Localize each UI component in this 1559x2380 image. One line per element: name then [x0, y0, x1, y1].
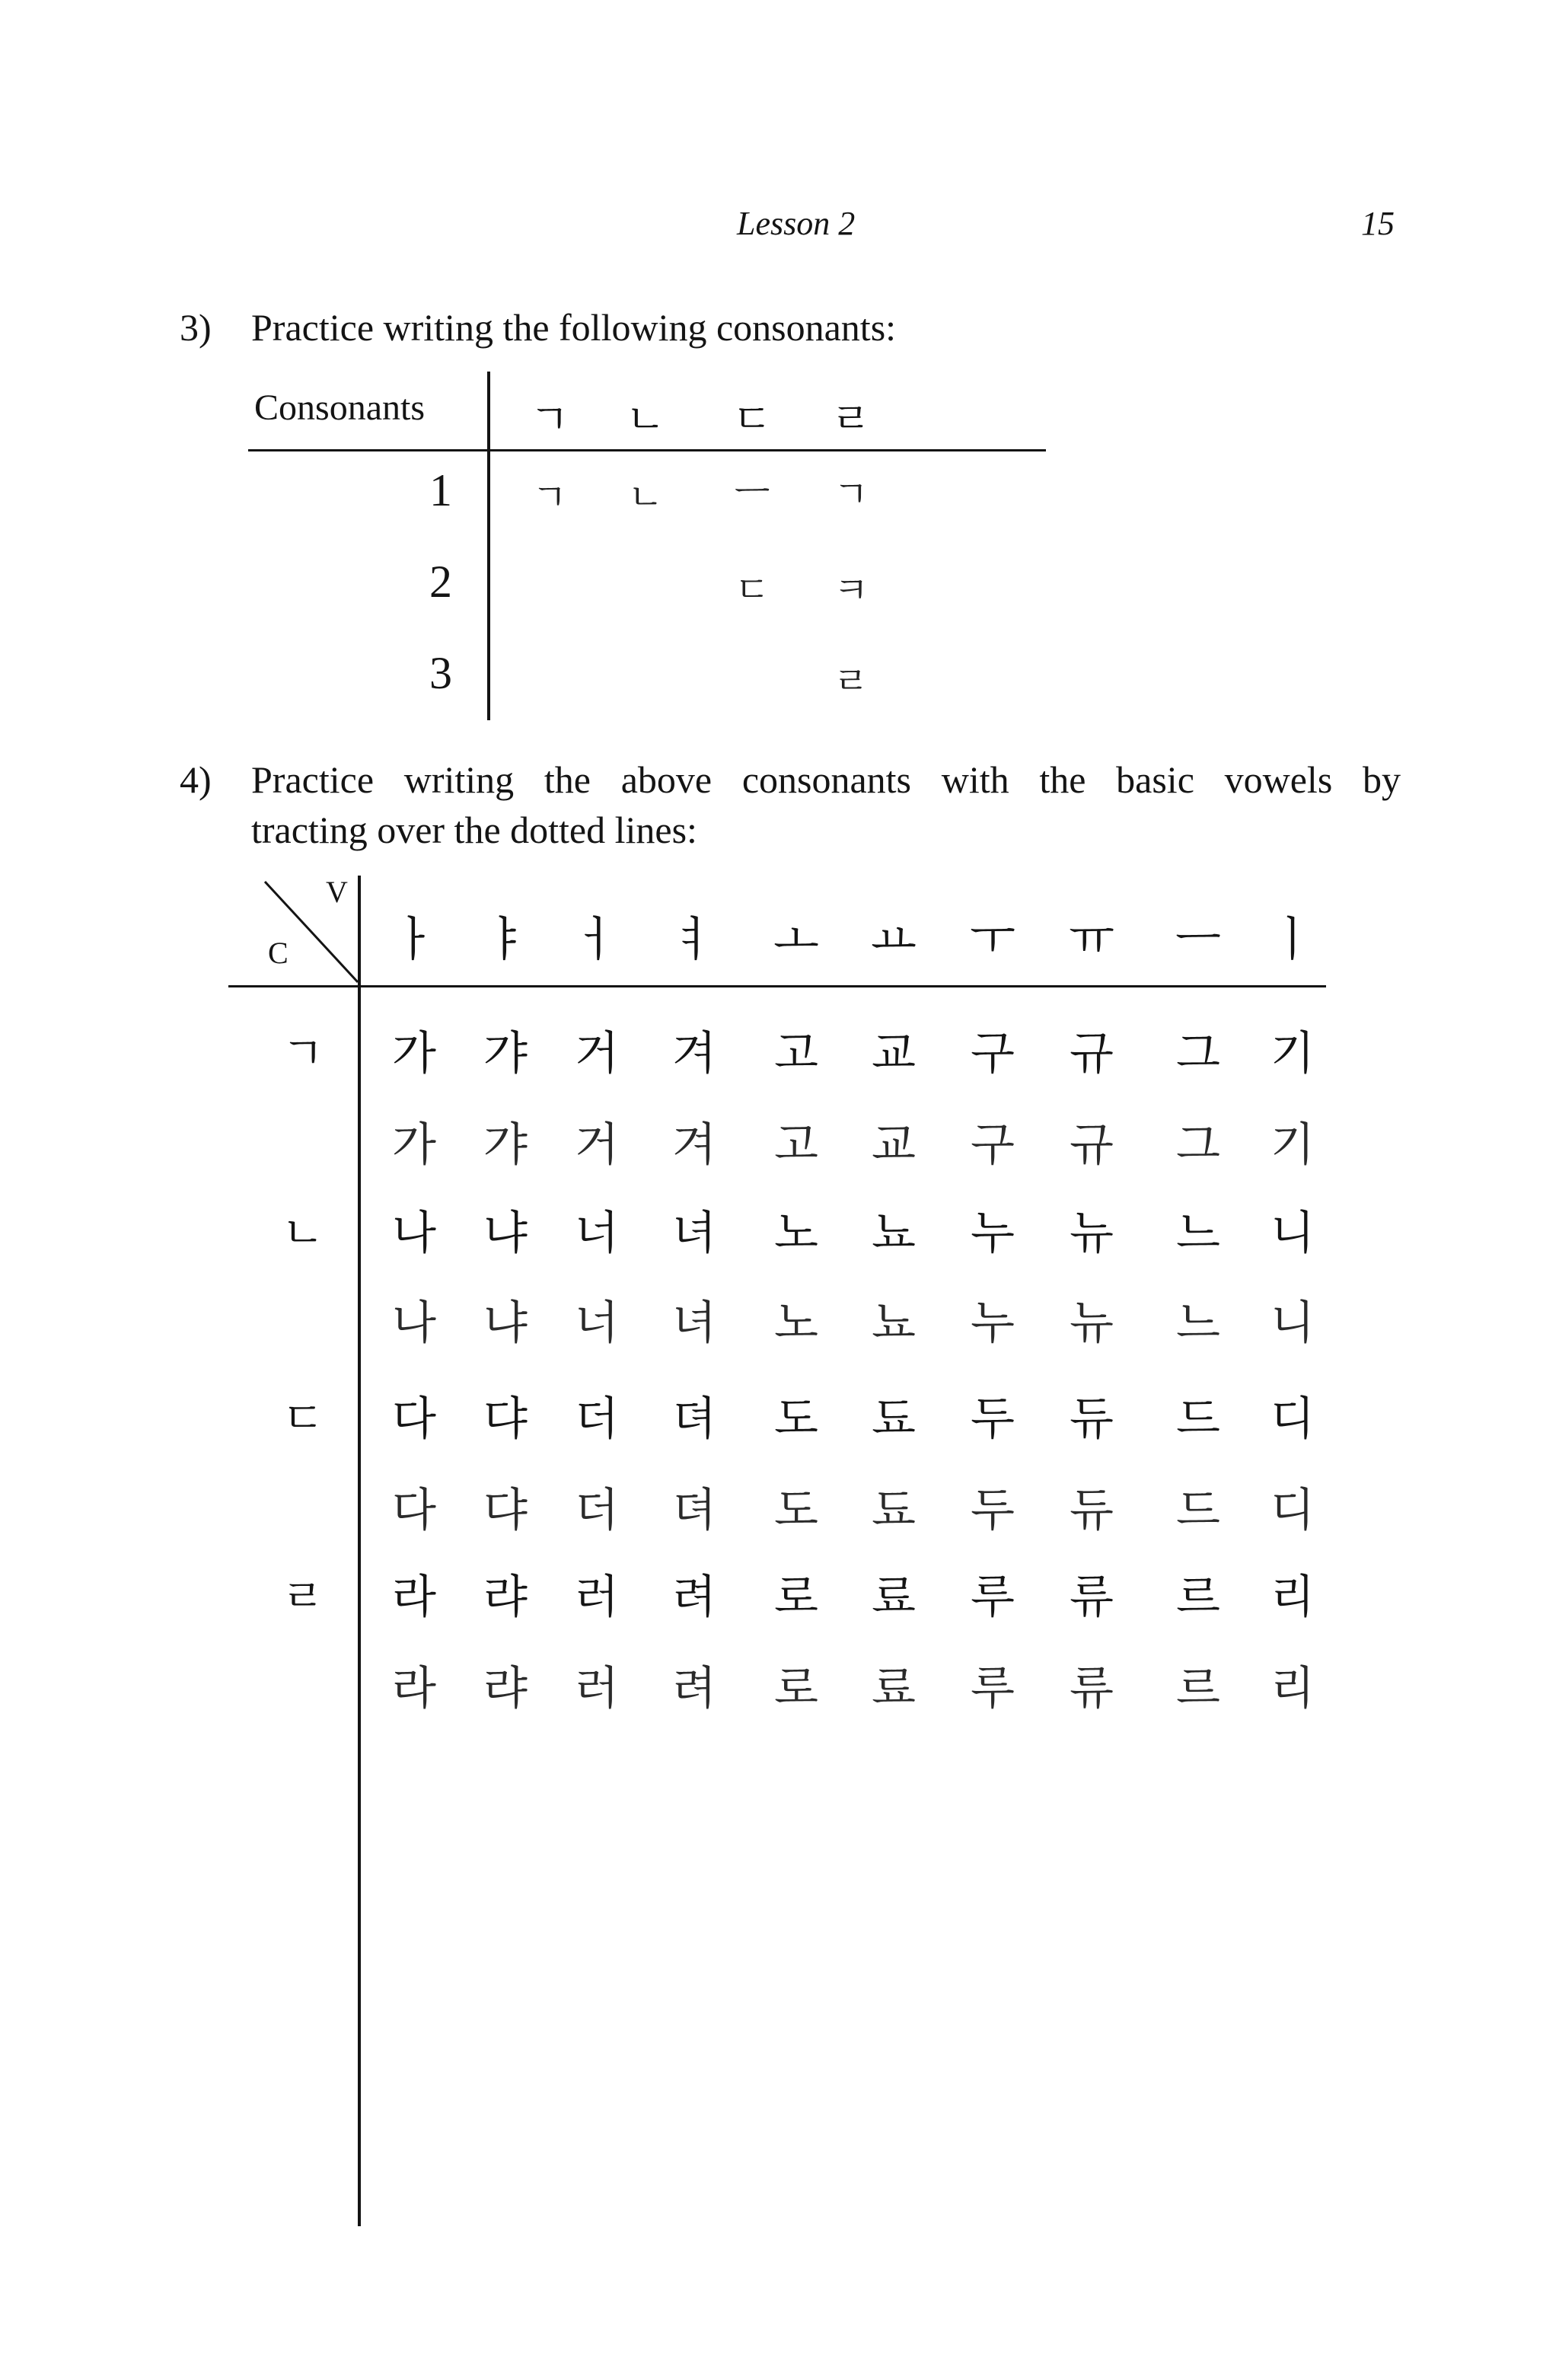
syllable-cell: 듀 [1070, 1393, 1114, 1446]
stroke-digeut-2: ㄷ [734, 569, 770, 611]
consonant-header-digeut: ㄷ [732, 395, 773, 443]
syllable-cell: 로 [774, 1662, 818, 1715]
syllable-cell: 루 [971, 1662, 1015, 1715]
consonant-row-label-1: ㄴ [281, 1207, 325, 1259]
syllable-cell: 누 [971, 1297, 1015, 1350]
syllable-cell: 니 [1270, 1207, 1315, 1260]
stroke-digeut-1: ㅡ [734, 471, 770, 514]
syllable-cell: 러 [575, 1571, 619, 1624]
syllable-cell: 라 [392, 1571, 436, 1624]
section-3-instruction: Practice writing the following consonants: [251, 306, 897, 349]
syllable-cell: 뎌 [672, 1484, 716, 1537]
consonant-row-label-0: ㄱ [281, 1027, 325, 1079]
syllable-cell: 나 [392, 1297, 436, 1350]
section-3-number: 3) [180, 306, 212, 349]
syllable-cell: 냐 [483, 1207, 528, 1260]
vowel-header-4: ㅗ [773, 911, 819, 967]
syllable-cell: 르 [1176, 1662, 1220, 1715]
syllable-cell: 로 [774, 1571, 818, 1624]
syllable-cell: 드 [1176, 1484, 1220, 1537]
syllable-cell: 녀 [672, 1207, 716, 1260]
section-4-number: 4) [180, 758, 212, 801]
consonant-row-label-2: ㄷ [281, 1393, 325, 1444]
syllable-cell: 구 [971, 1118, 1015, 1172]
stroke-giyeok-1: ㄱ [531, 476, 568, 518]
syllable-cell: 류 [1070, 1571, 1114, 1624]
syllable-cell: 러 [575, 1662, 619, 1715]
stroke-rieul-3: ㄹ [833, 660, 869, 703]
syllable-cell: 랴 [483, 1662, 528, 1715]
syllable-cell: 됴 [872, 1484, 916, 1537]
vowel-header-6: ㅜ [970, 911, 1015, 967]
syllable-cell: 노 [774, 1297, 818, 1350]
syllable-cell: 더 [575, 1393, 619, 1446]
syllable-cell: 뎌 [672, 1393, 716, 1446]
syllable-cell: 뉴 [1070, 1207, 1114, 1260]
syllable-cell: 뉴 [1070, 1297, 1114, 1350]
table-divider-horizontal [248, 449, 1046, 451]
corner-vowel-label: V [326, 875, 348, 909]
consonant-header-nieun: ㄴ [625, 395, 666, 443]
syllable-cell: 료 [872, 1571, 916, 1624]
vowel-header-7: ㅠ [1069, 911, 1114, 967]
syllable-cell: 겨 [672, 1027, 716, 1080]
step-label-3: 3 [429, 648, 452, 698]
syllable-cell: 더 [575, 1484, 619, 1537]
syllable-cell: 교 [872, 1027, 916, 1080]
consonant-header-giyeok: ㄱ [529, 395, 570, 443]
consonants-header-label: Consonants [254, 388, 426, 428]
vowel-header-5: ㅛ [871, 911, 917, 967]
syllable-cell: 뇨 [872, 1207, 916, 1260]
syllable-cell: 가 [392, 1027, 436, 1080]
syllable-cell: 나 [392, 1207, 436, 1260]
syllable-cell: 류 [1070, 1662, 1114, 1715]
syllable-cell: 료 [872, 1662, 916, 1715]
step-label-1: 1 [429, 465, 452, 515]
vowel-header-0: ㅏ [391, 911, 437, 967]
syllable-cell: 리 [1270, 1662, 1315, 1715]
vowel-header-8: ㅡ [1175, 911, 1221, 967]
syllable-cell: 댜 [483, 1393, 528, 1446]
vowel-header-9: ㅣ [1270, 911, 1315, 967]
consonant-row-label-3: ㄹ [281, 1571, 325, 1622]
syllable-cell: 가 [392, 1118, 436, 1172]
corner-consonant-label: C [268, 936, 289, 970]
syllable-cell: 려 [672, 1662, 716, 1715]
syllable-cell: 누 [971, 1207, 1015, 1260]
syllable-cell: 거 [575, 1118, 619, 1172]
syllable-cell: 뇨 [872, 1297, 916, 1350]
syllable-cell: 겨 [672, 1118, 716, 1172]
step-label-2: 2 [429, 557, 452, 607]
stroke-rieul-2: ㅋ [833, 569, 869, 611]
syllable-cell: 느 [1176, 1297, 1220, 1350]
consonant-header-rieul: ㄹ [831, 395, 872, 443]
syllable-cell: 녀 [672, 1297, 716, 1350]
stroke-rieul-1: ㄱ [833, 473, 869, 515]
syllable-cell: 냐 [483, 1297, 528, 1350]
syllable-cell: 디 [1270, 1484, 1315, 1537]
syllable-cell: 루 [971, 1571, 1015, 1624]
section-4-instruction-line1: Practice writing the above consonants with the basic vowels by [251, 758, 1401, 801]
syllable-cell: 라 [392, 1662, 436, 1715]
page-number: 15 [1361, 205, 1395, 242]
table-divider-vertical [487, 372, 490, 720]
syllable-cell: 니 [1270, 1297, 1315, 1350]
syllable-cell: 리 [1270, 1571, 1315, 1624]
syllable-cell: 느 [1176, 1207, 1220, 1260]
syllable-cell: 기 [1270, 1118, 1315, 1172]
syllable-cell: 거 [575, 1027, 619, 1080]
syllable-cell: 다 [392, 1484, 436, 1537]
grid-divider-vertical [358, 876, 361, 2226]
syllable-cell: 너 [575, 1207, 619, 1260]
vowel-header-2: ㅓ [574, 911, 620, 967]
syllable-cell: 랴 [483, 1571, 528, 1624]
running-head: Lesson 2 [737, 205, 856, 242]
syllable-cell: 디 [1270, 1393, 1315, 1446]
syllable-cell: 됴 [872, 1393, 916, 1446]
syllable-cell: 교 [872, 1118, 916, 1172]
syllable-cell: 두 [971, 1393, 1015, 1446]
syllable-cell: 규 [1070, 1027, 1114, 1080]
syllable-cell: 드 [1176, 1393, 1220, 1446]
syllable-cell: 도 [774, 1484, 818, 1537]
syllable-cell: 갸 [483, 1118, 528, 1172]
grid-divider-horizontal [228, 985, 1326, 987]
stroke-nieun-1: ㄴ [627, 476, 664, 518]
syllable-cell: 갸 [483, 1027, 528, 1080]
vowel-header-1: ㅑ [483, 911, 528, 967]
syllable-cell: 노 [774, 1207, 818, 1260]
syllable-cell: 고 [774, 1118, 818, 1172]
syllable-cell: 고 [774, 1027, 818, 1080]
syllable-cell: 다 [392, 1393, 436, 1446]
vowel-header-3: ㅕ [671, 911, 717, 967]
syllable-cell: 르 [1176, 1571, 1220, 1624]
syllable-cell: 듀 [1070, 1484, 1114, 1537]
syllable-cell: 두 [971, 1484, 1015, 1537]
syllable-cell: 려 [672, 1571, 716, 1624]
syllable-cell: 너 [575, 1297, 619, 1350]
syllable-cell: 그 [1176, 1027, 1220, 1080]
syllable-cell: 댜 [483, 1484, 528, 1537]
syllable-cell: 기 [1270, 1027, 1315, 1080]
syllable-cell: 도 [774, 1393, 818, 1446]
syllable-cell: 구 [971, 1027, 1015, 1080]
syllable-cell: 그 [1176, 1118, 1220, 1172]
section-4-instruction-line2: tracting over the dotted lines: [251, 809, 697, 851]
syllable-cell: 규 [1070, 1118, 1114, 1172]
